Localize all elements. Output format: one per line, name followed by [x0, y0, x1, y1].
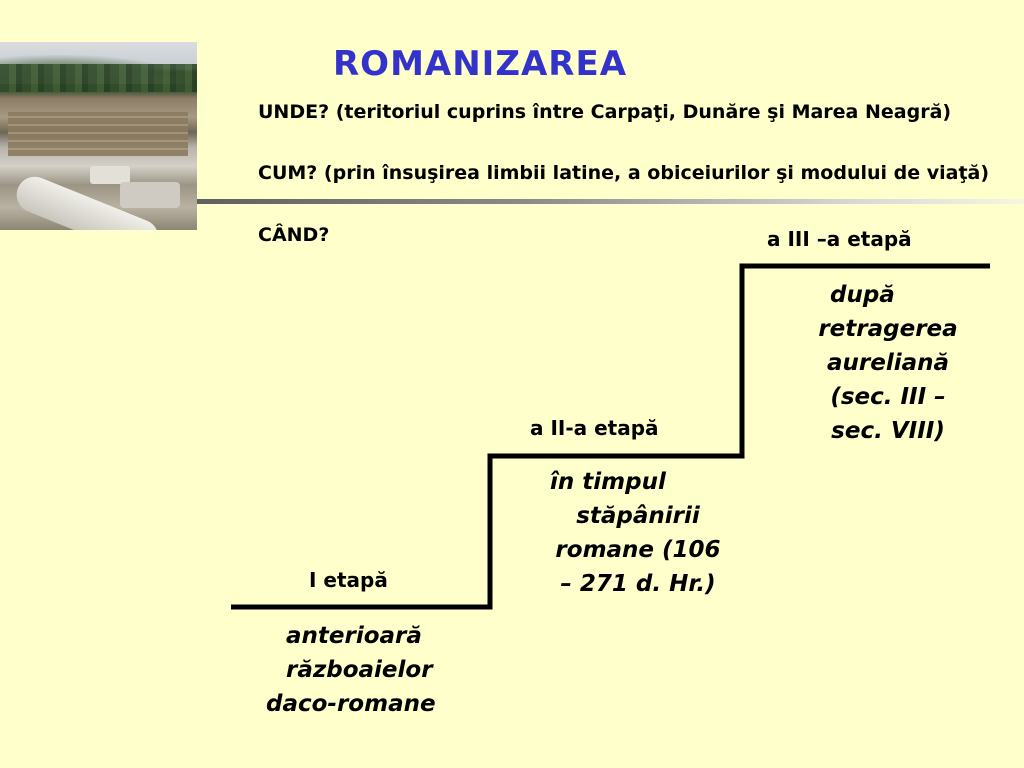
stage-3-description [808, 278, 968, 448]
stage-3-desc-line: retragerea [818, 316, 958, 342]
question-cand: CÂND? [258, 224, 330, 246]
stage-1-label: I etapă [309, 568, 388, 592]
stage-3-desc-line: sec. VIII) [831, 418, 945, 444]
stage-2-desc-line: în timpul [550, 469, 666, 495]
stage-2-label: a II-a etapă [530, 416, 659, 440]
stage-2-description [538, 465, 738, 601]
question-cum: CUM? (prin însuşirea limbii latine, a obiceiurilor şi modului de viaţă) [258, 162, 990, 184]
stage-3-desc-line: după [830, 282, 895, 308]
stage-1-desc-line: războaielor [286, 657, 433, 683]
stage-2-desc-line: romane (106 [555, 537, 721, 563]
stage-1-desc-line: daco-romane [266, 691, 436, 717]
stage-2-desc-line: stăpânirii [576, 503, 700, 529]
stage-3-desc-line: (sec. III – [830, 384, 946, 410]
stage-3-desc-line: aureliană [826, 350, 950, 376]
stage-1-description [262, 619, 467, 721]
stage-3-label: a III –a etapă [767, 227, 912, 251]
stage-2-desc-line: – 271 d. Hr.) [560, 571, 716, 597]
question-unde: UNDE? (teritoriul cuprins între Carpaţi, Dunăre şi Marea Neagră) [258, 101, 952, 123]
slide-title: ROMANIZAREA [333, 44, 628, 84]
stage-1-desc-line: anterioară [286, 623, 422, 649]
